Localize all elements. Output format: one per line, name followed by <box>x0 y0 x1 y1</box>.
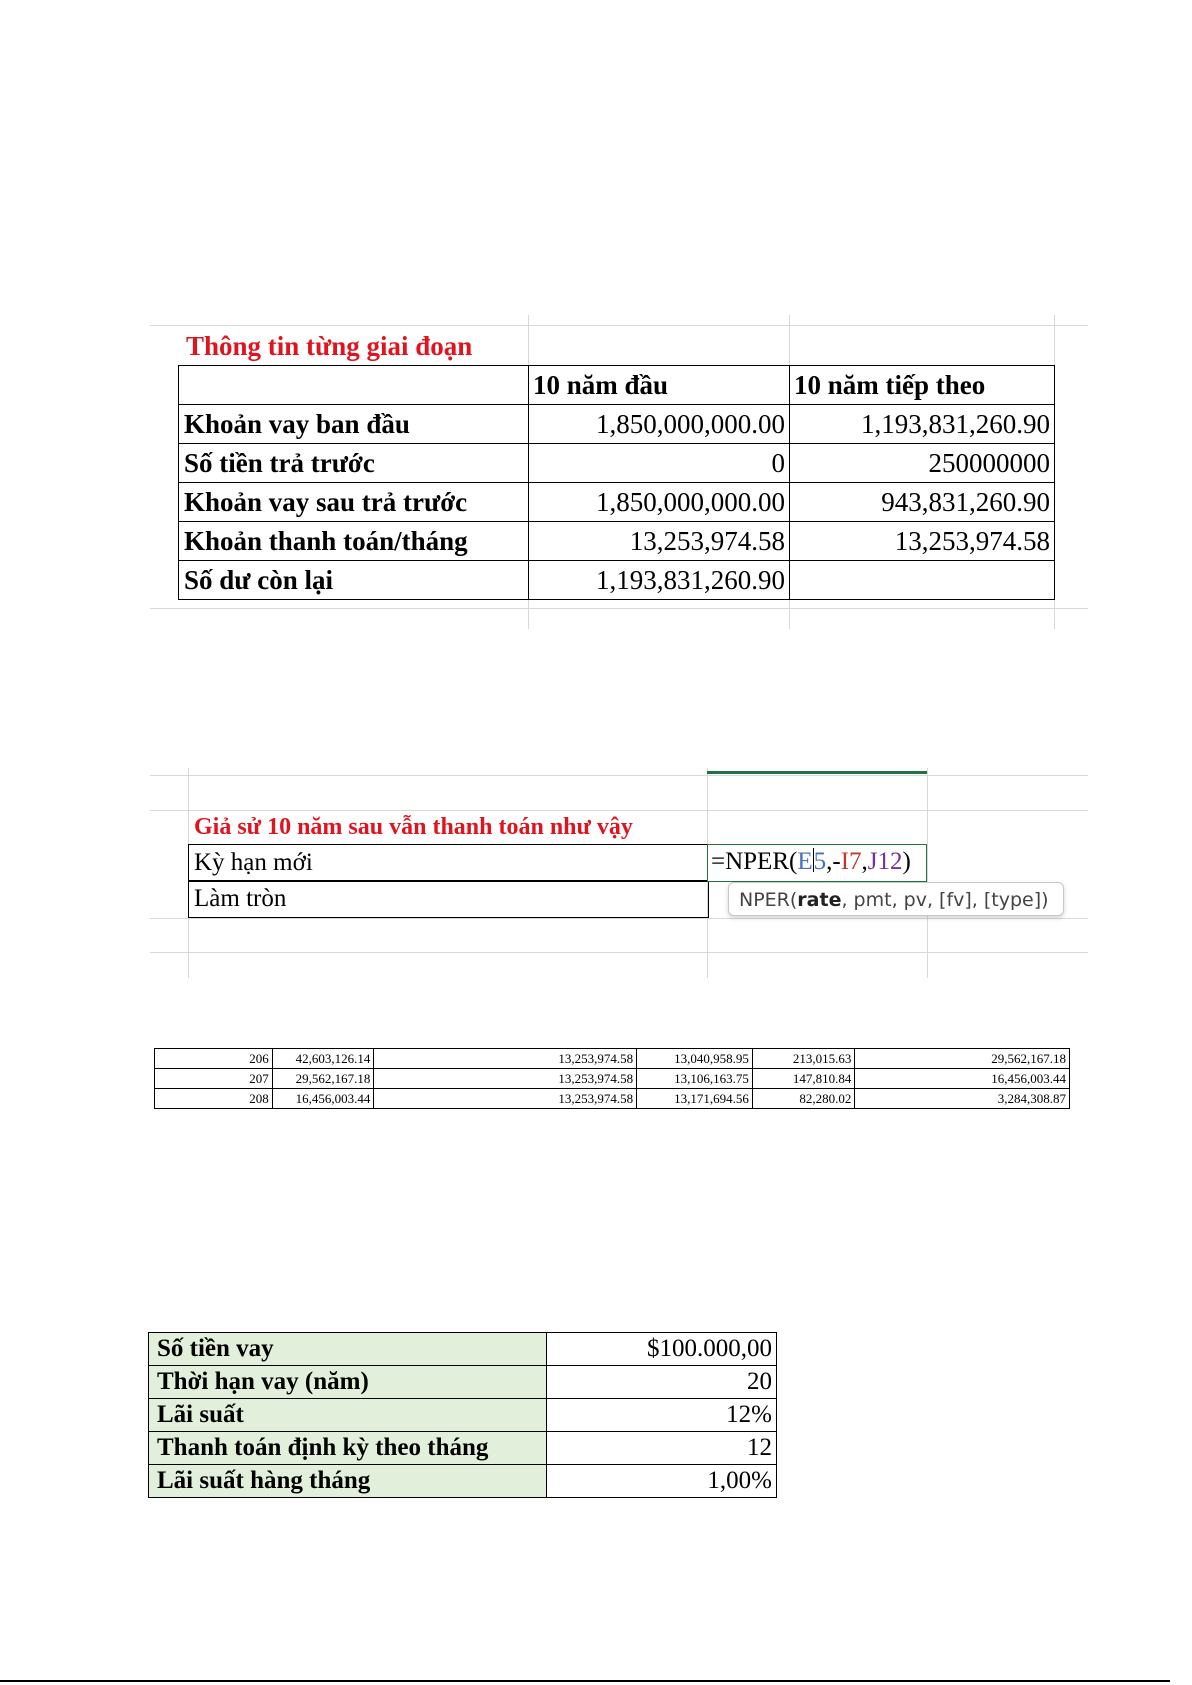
principal-cell[interactable]: 13,040,958.95 <box>637 1049 753 1069</box>
closing-balance-cell[interactable]: 29,562,167.18 <box>855 1049 1070 1069</box>
header-cell-empty[interactable] <box>179 366 529 405</box>
period-cell[interactable]: 206 <box>155 1049 273 1069</box>
param-label[interactable]: Thời hạn vay (năm) <box>149 1366 547 1399</box>
active-formula-cell[interactable] <box>707 844 927 882</box>
page-bottom-rule <box>0 1680 1170 1682</box>
payment-cell[interactable]: 13,253,974.58 <box>374 1089 637 1109</box>
cell-value[interactable]: 13,253,974.58 <box>790 522 1055 561</box>
formula-ref-e-row: 5 <box>813 848 827 875</box>
opening-balance-cell[interactable]: 29,562,167.18 <box>272 1069 374 1089</box>
row-label[interactable]: Khoản vay sau trả trước <box>179 483 529 522</box>
formula-prefix: =NPER( <box>711 848 798 875</box>
column-selection-indicator <box>707 771 927 774</box>
param-label[interactable]: Lãi suất hàng tháng <box>149 1465 547 1498</box>
opening-balance-cell[interactable]: 42,603,126.14 <box>272 1049 374 1069</box>
interest-cell[interactable]: 147,810.84 <box>752 1069 854 1089</box>
table-row <box>155 1049 1070 1069</box>
table-row <box>179 522 1055 561</box>
payment-cell[interactable]: 13,253,974.58 <box>374 1069 637 1089</box>
cell-value[interactable]: 1,850,000,000.00 <box>529 405 790 444</box>
param-value[interactable]: 1,00% <box>547 1465 777 1498</box>
row-label[interactable]: Số tiền trả trước <box>179 444 529 483</box>
table-row <box>149 1399 777 1432</box>
closing-balance-cell[interactable]: 3,284,308.87 <box>855 1089 1070 1109</box>
formula-ref-j12: J12 <box>867 848 903 875</box>
table-row <box>155 1069 1070 1089</box>
formula-ref-e-col: E <box>797 848 813 875</box>
formula-sep: , <box>861 848 868 875</box>
amortization-rows <box>150 1046 1070 1110</box>
principal-cell[interactable]: 13,171,694.56 <box>637 1089 753 1109</box>
tooltip-fn-name: NPER( <box>739 889 798 911</box>
nper-formula-sheet <box>150 768 1088 978</box>
param-value[interactable]: 20 <box>547 1366 777 1399</box>
tooltip-current-arg[interactable]: rate <box>797 889 842 911</box>
param-label[interactable]: Thanh toán định kỳ theo tháng <box>149 1432 547 1465</box>
cell-value[interactable] <box>790 561 1055 600</box>
opening-balance-cell[interactable]: 16,456,003.44 <box>272 1089 374 1109</box>
row-label[interactable]: Số dư còn lại <box>179 561 529 600</box>
payment-cell[interactable]: 13,253,974.58 <box>374 1049 637 1069</box>
cell-value[interactable]: 250000000 <box>790 444 1055 483</box>
param-value[interactable]: $100.000,00 <box>547 1333 777 1366</box>
table-row <box>179 405 1055 444</box>
param-label[interactable]: Lãi suất <box>149 1399 547 1432</box>
cell-value[interactable]: 1,850,000,000.00 <box>529 483 790 522</box>
function-signature-tooltip[interactable] <box>728 882 1064 916</box>
table-row <box>155 1089 1070 1109</box>
table-row <box>149 1432 777 1465</box>
cell-value[interactable]: 1,193,831,260.90 <box>790 405 1055 444</box>
table-row <box>179 483 1055 522</box>
section-title: Giả sử 10 năm sau vẫn thanh toán như vậy <box>194 814 633 840</box>
formula-ref-i7: I7 <box>840 848 862 875</box>
table-row <box>179 561 1055 600</box>
cell-value[interactable]: 1,193,831,260.90 <box>529 561 790 600</box>
rounding-label[interactable]: Làm tròn <box>194 885 287 912</box>
formula-sep: ,- <box>826 848 841 875</box>
cell-value[interactable]: 13,253,974.58 <box>529 522 790 561</box>
interest-cell[interactable]: 213,015.63 <box>752 1049 854 1069</box>
header-cell-first-10-years[interactable]: 10 năm đầu <box>529 366 790 405</box>
row-label[interactable]: Khoản vay ban đầu <box>179 405 529 444</box>
phase-info-table <box>178 365 1055 600</box>
param-value[interactable]: 12 <box>547 1432 777 1465</box>
param-value[interactable]: 12% <box>547 1399 777 1432</box>
closing-balance-cell[interactable]: 16,456,003.44 <box>855 1069 1070 1089</box>
section-title: Thông tin từng giai đoạn <box>186 331 473 361</box>
table-header-row <box>179 366 1055 405</box>
amortization-table <box>154 1048 1070 1109</box>
principal-cell[interactable]: 13,106,163.75 <box>637 1069 753 1089</box>
formula-suffix: ) <box>902 848 911 875</box>
table-row <box>179 444 1055 483</box>
tooltip-other-args: , pmt, pv, [fv], [type]) <box>841 889 1049 911</box>
table-row <box>149 1366 777 1399</box>
interest-cell[interactable]: 82,280.02 <box>752 1089 854 1109</box>
table-row <box>149 1465 777 1498</box>
header-cell-next-10-years[interactable]: 10 năm tiếp theo <box>790 366 1055 405</box>
row-label[interactable]: Khoản thanh toán/tháng <box>179 522 529 561</box>
period-cell[interactable]: 207 <box>155 1069 273 1089</box>
phase-info-sheet <box>150 315 1088 629</box>
loan-parameters-table <box>148 1332 777 1498</box>
param-label[interactable]: Số tiền vay <box>149 1333 547 1366</box>
cell-value[interactable]: 0 <box>529 444 790 483</box>
cell-value[interactable]: 943,831,260.90 <box>790 483 1055 522</box>
loan-parameters-sheet <box>148 1328 788 1508</box>
period-cell[interactable]: 208 <box>155 1089 273 1109</box>
new-term-label[interactable]: Kỳ hạn mới <box>194 849 313 876</box>
table-row <box>149 1333 777 1366</box>
